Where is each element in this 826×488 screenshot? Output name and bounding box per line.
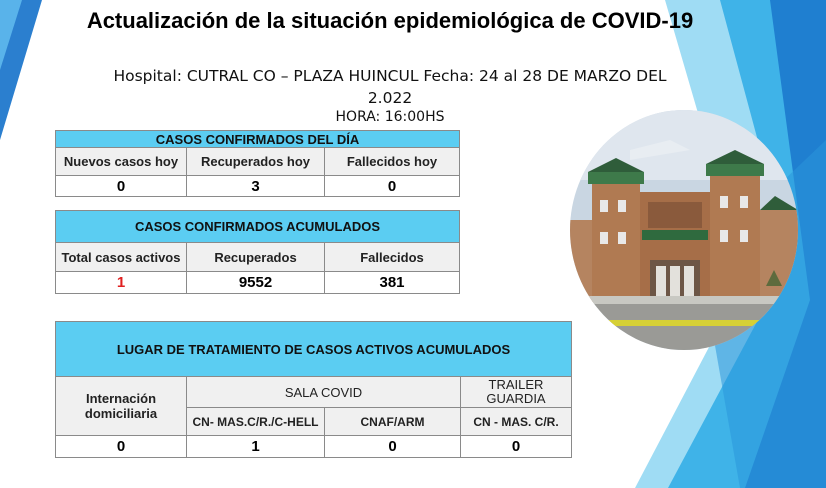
value-nuevos-casos: 0	[56, 176, 187, 197]
col-recuperados: Recuperados	[187, 243, 325, 272]
treatment-location-table	[55, 321, 572, 458]
page-title: Actualización de la situación epidemiológica de COVID-19	[86, 8, 694, 33]
value-recuperados-hoy: 3	[187, 176, 325, 197]
cumulative-cases-table	[55, 210, 460, 294]
value-total-activos: 1	[56, 272, 187, 294]
cumulative-cases-header: CASOS CONFIRMADOS ACUMULADOS	[56, 211, 460, 243]
col-cn-mas-chell: CN- MAS.C/R./C-HELL	[187, 408, 325, 436]
daily-cases-header: CASOS CONFIRMADOS DEL DÍA	[56, 131, 460, 148]
col-cn-mas-cr: CN - MAS. C/R.	[461, 408, 572, 436]
col-cnaf-arm: CNAF/ARM	[325, 408, 461, 436]
report-time: HORA: 16:00HS	[335, 109, 445, 125]
col-internacion-domiciliaria: Internación domiciliaria	[56, 377, 187, 436]
daily-cases-table	[55, 130, 460, 197]
value-cn-mas-chell: 1	[187, 436, 325, 458]
hospital-building-image	[570, 110, 798, 350]
value-fallecidos: 381	[325, 272, 460, 294]
value-cn-mas-cr: 0	[461, 436, 572, 458]
col-nuevos-casos: Nuevos casos hoy	[56, 148, 187, 176]
col-recuperados-hoy: Recuperados hoy	[187, 148, 325, 176]
col-fallecidos: Fallecidos	[325, 243, 460, 272]
col-trailer-guardia: TRAILER GUARDIA	[461, 377, 572, 408]
col-fallecidos-hoy: Fallecidos hoy	[325, 148, 460, 176]
treatment-location-header: LUGAR DE TRATAMIENTO DE CASOS ACTIVOS ACUMULADOS	[56, 322, 572, 377]
value-fallecidos-hoy: 0	[325, 176, 460, 197]
col-sala-covid: SALA COVID	[187, 377, 461, 408]
value-internacion: 0	[56, 436, 187, 458]
col-total-activos: Total casos activos	[56, 243, 187, 272]
hospital-date-line: Hospital: CUTRAL CO – PLAZA HUINCUL Fecha: 24 al 28 DE MARZO DEL 2.022	[113, 67, 667, 107]
value-recuperados: 9552	[187, 272, 325, 294]
value-cnaf-arm: 0	[325, 436, 461, 458]
